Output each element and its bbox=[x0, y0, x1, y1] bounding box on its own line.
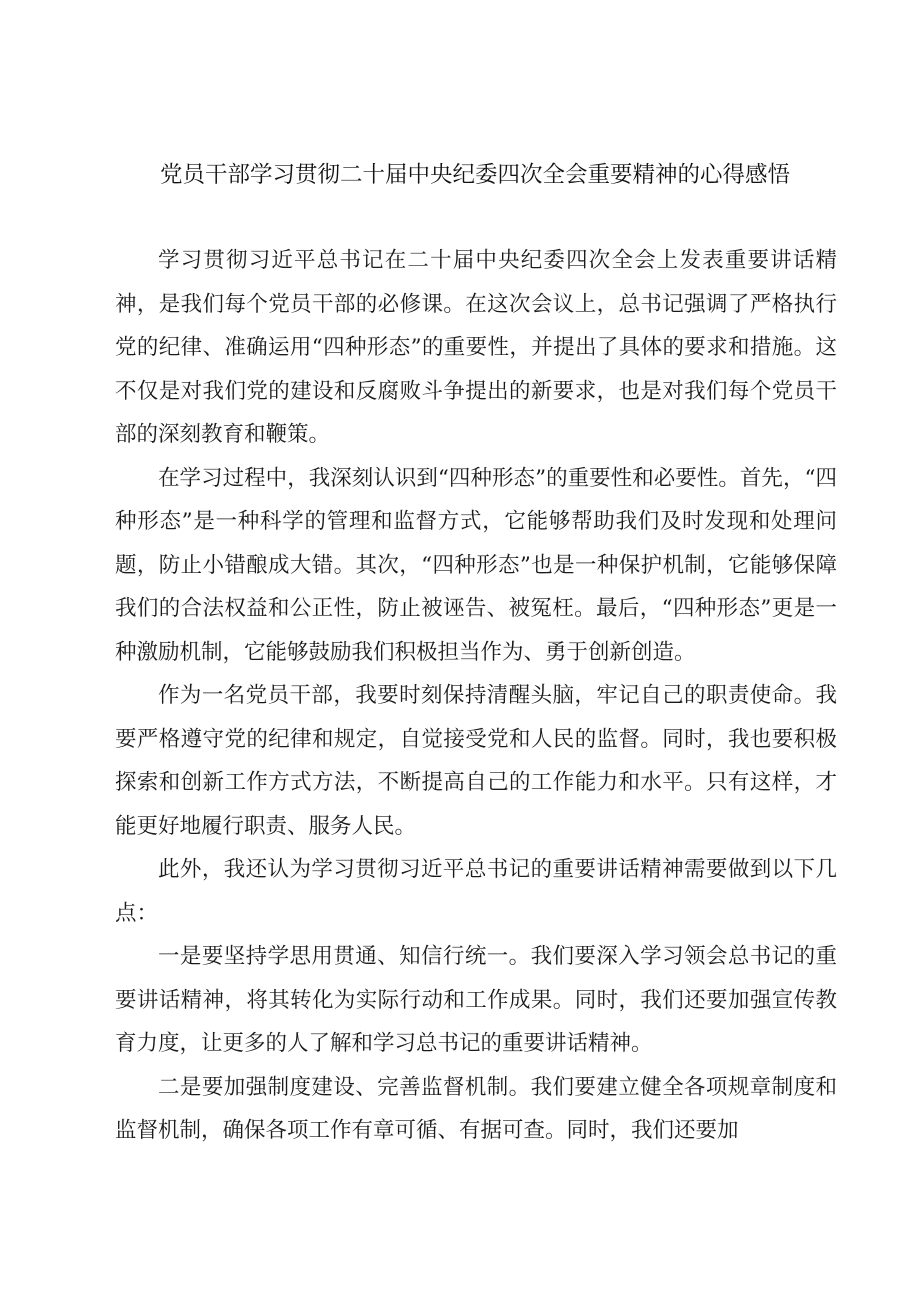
paragraph-4: 此外，我还认为学习贯彻习近平总书记的重要讲话精神需要做到以下几点： bbox=[115, 857, 837, 926]
paragraph-5: 一是要坚持学思用贯通、知信行统一。我们要深入学习领会总书记的重要讲话精神，将其转化为实际行动和工作成果。同时，我们还要加强宣传教育力度，让更多的人了解和学习总书记的重要讲话精神。 bbox=[115, 944, 837, 1056]
paragraph-6: 二是要加强制度建设、完善监督机制。我们要建立健全各项规章制度和监督机制，确保各项工作有章可循、有据可查。同时，我们还要加 bbox=[115, 1074, 837, 1143]
paragraph-2: 在学习过程中，我深刻认识到“四种形态”的重要性和必要性。首先，“四种形态”是一种科学的管理和监督方式，它能够帮助我们及时发现和处理问题，防止小错酿成大错。其次，“四种形态”也是一种保护机制，它能够保障我们的合法权益和公正性，防止被诬告、被冤枉。最后，“四种形态”更是一种激励机制，它能够鼓励我们积极担当作为、勇于创新创造。 bbox=[115, 465, 837, 665]
paragraph-1: 学习贯彻习近平总书记在二十届中央纪委四次全会上发表重要讲话精神，是我们每个党员干部的必修课。在这次会议上，总书记强调了严格执行党的纪律、准确运用“四种形态”的重要性，并提出了具体的要求和措施。这不仅是对我们党的建设和反腐败斗争提出的新要求，也是对我们每个党员干部的深刻教育和鞭策。 bbox=[115, 248, 837, 447]
paragraph-3: 作为一名党员干部，我要时刻保持清醒头脑，牢记自己的职责使命。我要严格遵守党的纪律和规定，自觉接受党和人民的监督。同时，我也要积极探索和创新工作方式方法，不断提高自己的工作能力和水平。只有这样，才能更好地履行职责、服务人民。 bbox=[115, 683, 837, 839]
document-body bbox=[115, 239, 837, 1153]
document-title: 党员干部学习贯彻二十届中央纪委四次全会重要精神的心得感悟 bbox=[160, 162, 791, 188]
